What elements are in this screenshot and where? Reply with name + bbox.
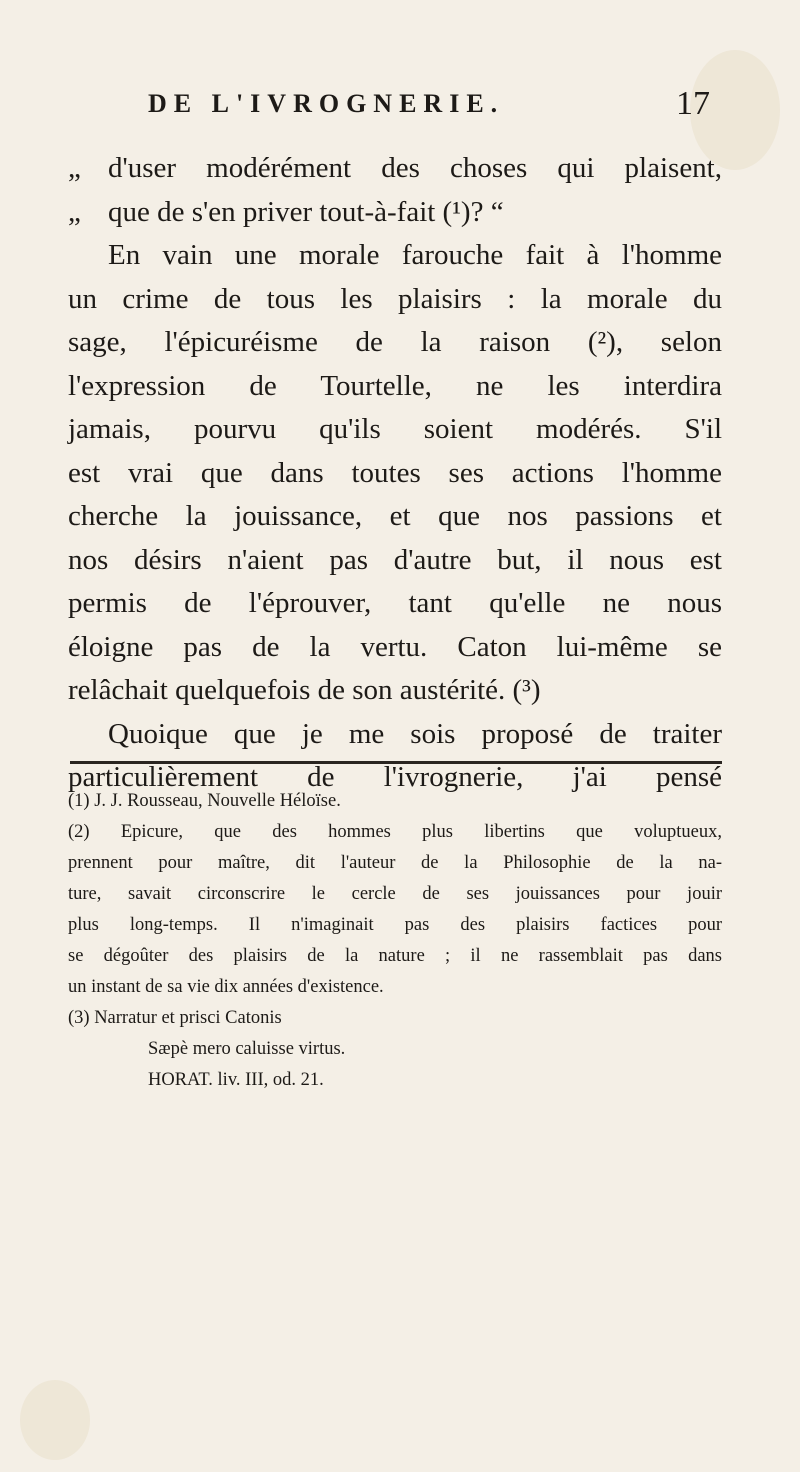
footnote-line: prennent pour maître, dit l'auteur de la Philosophie de la na- [68, 853, 722, 873]
text-line: relâchait quelquefois de son austérité. (³) [68, 674, 541, 706]
footnotes [68, 786, 722, 1096]
text-line: est vrai que dans toutes ses actions l'homme [68, 456, 722, 489]
text-line: Quoique que je me sois proposé de traiter [108, 717, 722, 750]
text-line: permis de l'éprouver, tant qu'elle ne nous [68, 587, 722, 619]
text-line: particulièrement de l'ivrognerie, j'ai pensé [68, 761, 722, 793]
footnote-line: plus long-temps. Il n'imaginait pas des plaisirs factices pour [68, 915, 722, 935]
footnote-verse-line: Sæpè mero caluisse virtus. [148, 1039, 346, 1059]
footnote-line: ture, savait circonscrire le cercle de ses jouissances pour jouir [68, 884, 722, 904]
running-title: DE L'IVROGNERIE. [148, 89, 505, 118]
text-line: jamais, pourvu qu'ils soient modérés. S'il [68, 413, 722, 445]
text-line: l'expression de Tourtelle, ne les interdira [68, 369, 722, 402]
page-number: 17 [676, 85, 710, 122]
text-line: éloigne pas de la vertu. Caton lui-même se [68, 630, 722, 663]
text-line: sage, l'épicuréisme de la raison (²), selon [68, 326, 722, 358]
text-line: cherche la jouissance, et que nos passions et [68, 500, 722, 532]
text-line: „ d'user modérément des choses qui plaisent, [68, 152, 722, 184]
text-line: „ que de s'en priver tout-à-fait (¹)? “ [68, 195, 504, 228]
footnote-rule [70, 761, 722, 764]
body-text [68, 147, 722, 800]
footnote-line: (1) J. J. Rousseau, Nouvelle Héloïse. [68, 791, 341, 811]
footnote-line: se dégoûter des plaisirs de la nature ; il ne rassemblait pas dans [68, 946, 722, 966]
footnote-line: (2) Epicure, que des hommes plus libertins que voluptueux, [68, 822, 722, 842]
text-line: un crime de tous les plaisirs : la morale du [68, 282, 722, 315]
footnote-line: un instant de sa vie dix années d'existence. [68, 977, 384, 997]
running-head [150, 84, 710, 124]
text-line: nos désirs n'aient pas d'autre but, il nous est [68, 543, 722, 576]
paper-stain [20, 1380, 90, 1460]
footnote-line: (3) Narratur et prisci Catonis [68, 1008, 282, 1028]
text-line: En vain une morale farouche fait à l'homme [108, 239, 722, 271]
footnote-citation: HORAT. liv. III, od. 21. [148, 1070, 324, 1090]
